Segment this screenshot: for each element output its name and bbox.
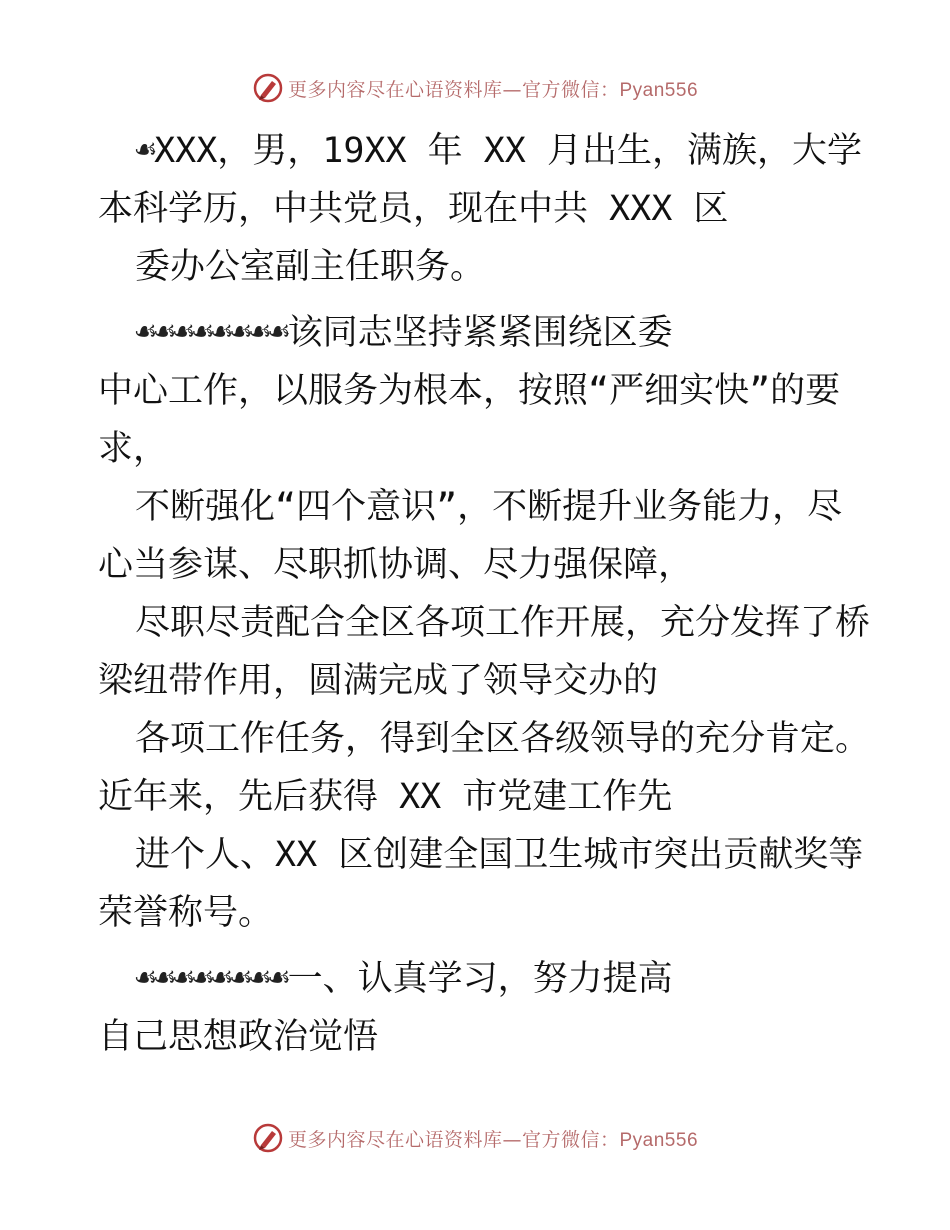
- text-line-7: [98, 478, 858, 536]
- document-body: [98, 122, 871, 1066]
- text-line-8: [98, 536, 858, 594]
- footer-text: [288, 1125, 698, 1152]
- header-wechat-id: Pyan556: [619, 79, 699, 101]
- line-text: 荣誉称号。: [98, 893, 274, 933]
- pen-logo-icon: [252, 72, 284, 104]
- page-footer-banner: [0, 1122, 950, 1154]
- fleuron-bullets: ☙☙☙☙☙☙☙☙: [135, 313, 288, 353]
- line-text: XXX，男，19XX 年 XX 月出生，满族，大学: [154, 131, 862, 171]
- line-text: 不断强化“四个意识”，不断提升业务能力，尽: [135, 487, 843, 527]
- text-line-1: [98, 122, 862, 180]
- text-line-4: [98, 304, 858, 362]
- text-line-12: [98, 768, 858, 826]
- line-text: 求，: [98, 429, 169, 469]
- text-line-16: [98, 1008, 858, 1066]
- text-line-10: [98, 652, 858, 710]
- page-header-banner: [0, 72, 950, 104]
- line-text: 近年来，先后获得 XX 市党建工作先: [98, 777, 673, 817]
- text-line-9: [98, 594, 871, 652]
- line-text: 该同志坚持紧紧围绕区委: [287, 313, 673, 353]
- fleuron-bullets: ☙☙☙☙☙☙☙☙: [135, 959, 288, 999]
- text-line-3: [98, 238, 858, 296]
- footer-banner-text: 更多内容尽在心语资料库—官方微信：: [287, 1128, 620, 1151]
- text-line-6: [98, 420, 858, 478]
- text-line-2: [98, 180, 858, 238]
- line-text: 一、认真学习，努力提高: [287, 959, 673, 999]
- text-line-13: [98, 826, 864, 884]
- line-text: 中心工作，以服务为根本，按照“严细实快”的要: [98, 371, 841, 411]
- line-text: 委办公室副主任职务。: [135, 247, 486, 287]
- line-text: 自己思想政治觉悟: [98, 1017, 379, 1057]
- text-line-11: [98, 710, 871, 768]
- fleuron-bullet: ☙: [135, 131, 155, 171]
- header-banner-text: 更多内容尽在心语资料库—官方微信：: [287, 78, 620, 101]
- pen-logo-icon: [252, 1122, 284, 1154]
- text-line-14: [98, 884, 858, 942]
- footer-wechat-id: Pyan556: [619, 1129, 699, 1151]
- line-text: 进个人、XX 区创建全国卫生城市突出贡献奖等: [135, 835, 864, 875]
- text-line-15: [98, 950, 858, 1008]
- text-line-5: [98, 362, 858, 420]
- line-text: 梁纽带作用，圆满完成了领导交办的: [98, 661, 659, 701]
- line-text: 心当参谋、尽职抓协调、尽力强保障，: [98, 545, 694, 585]
- line-text: 各项工作任务，得到全区各级领导的充分肯定。: [135, 719, 871, 759]
- line-text: 尽职尽责配合全区各项工作开展，充分发挥了桥: [135, 603, 871, 643]
- header-text: [288, 75, 698, 102]
- line-text: 本科学历，中共党员，现在中共 XXX 区: [98, 189, 729, 229]
